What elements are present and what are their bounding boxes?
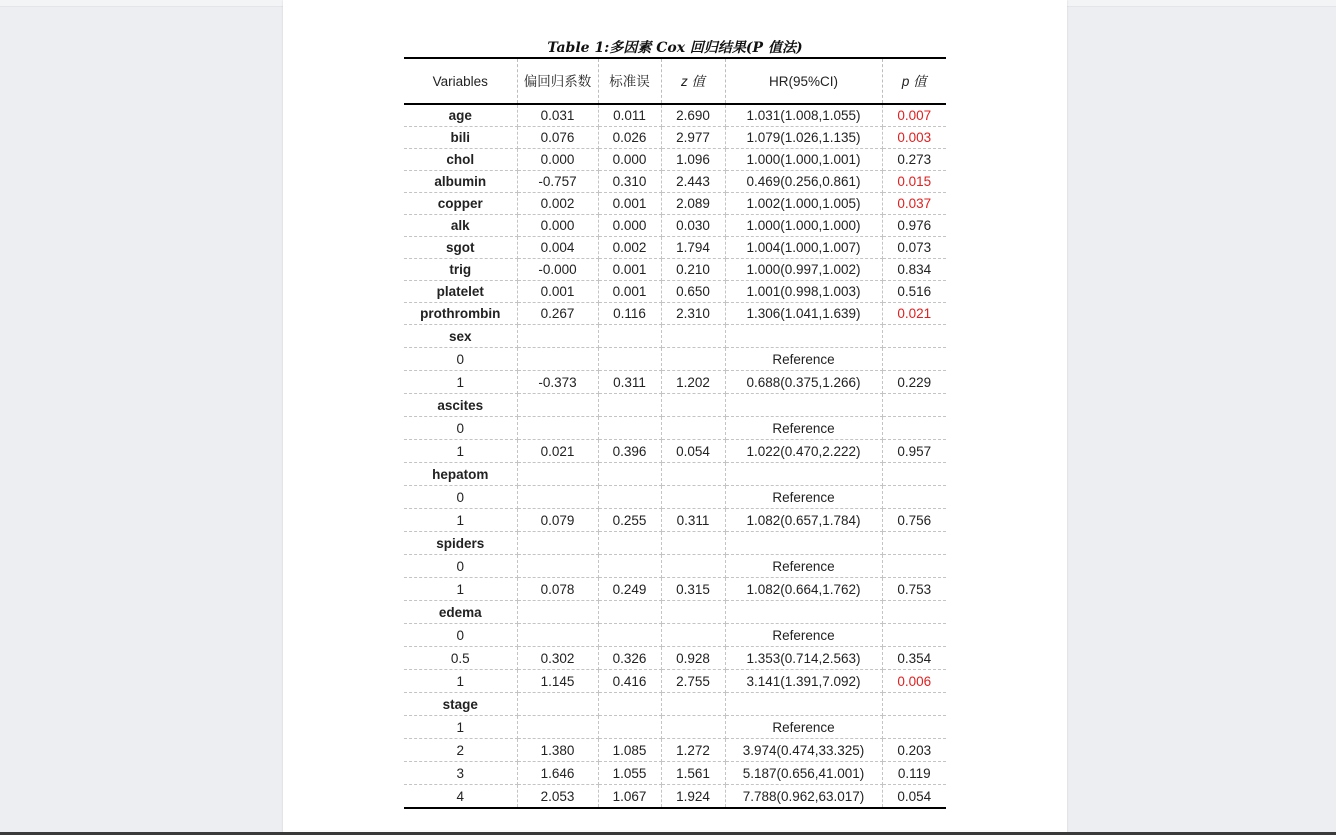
coefficient-cell: -0.373 [517, 371, 598, 394]
standard-error-cell: 0.011 [598, 104, 661, 127]
empty-cell [725, 463, 882, 486]
table-row [404, 371, 946, 394]
z-value-cell: 0.054 [661, 440, 725, 463]
z-value-cell: 2.690 [661, 104, 725, 127]
hazard-ratio-cell: 1.082(0.657,1.784) [725, 509, 882, 532]
hazard-ratio-cell: 0.688(0.375,1.266) [725, 371, 882, 394]
empty-cell [598, 394, 661, 417]
z-value-cell: 2.310 [661, 303, 725, 325]
empty-cell [882, 325, 946, 348]
p-value-cell: 0.976 [882, 215, 946, 237]
reference-cell: Reference [725, 417, 882, 440]
hazard-ratio-cell: 1.031(1.008,1.055) [725, 104, 882, 127]
empty-cell [517, 716, 598, 739]
hazard-ratio-cell: 1.022(0.470,2.222) [725, 440, 882, 463]
z-value-cell: 0.030 [661, 215, 725, 237]
empty-cell [517, 555, 598, 578]
hazard-ratio-cell: 0.469(0.256,0.861) [725, 171, 882, 193]
p-value-cell: 0.516 [882, 281, 946, 303]
p-value-cell: 0.037 [882, 193, 946, 215]
variable-group-label: spiders [404, 532, 517, 555]
empty-cell [517, 417, 598, 440]
reference-cell: Reference [725, 716, 882, 739]
level-label: 0 [404, 555, 517, 578]
reference-cell: Reference [725, 555, 882, 578]
table-row [404, 259, 946, 281]
p-value-cell: 0.006 [882, 670, 946, 693]
empty-cell [598, 325, 661, 348]
table-row [404, 281, 946, 303]
standard-error-cell: 0.000 [598, 149, 661, 171]
empty-cell [598, 417, 661, 440]
level-label: 1 [404, 716, 517, 739]
level-label: 0 [404, 624, 517, 647]
standard-error-cell: 0.416 [598, 670, 661, 693]
variable-label: chol [404, 149, 517, 171]
standard-error-cell: 0.001 [598, 281, 661, 303]
empty-cell [661, 555, 725, 578]
empty-cell [598, 601, 661, 624]
p-value-cell: 0.756 [882, 509, 946, 532]
header-hazard-ratio: HR(95%CI) [725, 58, 882, 104]
variable-label: age [404, 104, 517, 127]
empty-cell [598, 624, 661, 647]
table-row [404, 127, 946, 149]
z-value-cell: 2.977 [661, 127, 725, 149]
standard-error-cell: 0.001 [598, 193, 661, 215]
table-row [404, 149, 946, 171]
empty-cell [661, 601, 725, 624]
empty-cell [725, 325, 882, 348]
table-row [404, 762, 946, 785]
standard-error-cell: 0.249 [598, 578, 661, 601]
coefficient-cell: 0.267 [517, 303, 598, 325]
coefficient-cell: 2.053 [517, 785, 598, 809]
table-caption: Table 1:多因素 Cox 回归结果(P 值法) [547, 40, 803, 56]
empty-cell [882, 716, 946, 739]
empty-cell [882, 693, 946, 716]
coefficient-cell: 0.002 [517, 193, 598, 215]
p-value-cell: 0.015 [882, 171, 946, 193]
table-row [404, 716, 946, 739]
p-value-cell: 0.073 [882, 237, 946, 259]
p-value-cell: 0.957 [882, 440, 946, 463]
header-standard-error: 标准误 [598, 58, 661, 104]
coefficient-cell: 0.076 [517, 127, 598, 149]
empty-cell [661, 348, 725, 371]
header-coefficient: 偏回归系数 [517, 58, 598, 104]
level-label: 3 [404, 762, 517, 785]
level-label: 1 [404, 509, 517, 532]
table-body [404, 104, 946, 808]
table-row [404, 739, 946, 762]
table-row [404, 578, 946, 601]
table-row [404, 193, 946, 215]
empty-cell [598, 348, 661, 371]
empty-cell [598, 716, 661, 739]
reference-cell: Reference [725, 348, 882, 371]
empty-cell [661, 325, 725, 348]
p-value-cell: 0.273 [882, 149, 946, 171]
table-row [404, 237, 946, 259]
level-label: 0 [404, 486, 517, 509]
variable-group-label: sex [404, 325, 517, 348]
standard-error-cell: 0.002 [598, 237, 661, 259]
standard-error-cell: 1.055 [598, 762, 661, 785]
table-row [404, 532, 946, 555]
empty-cell [725, 601, 882, 624]
empty-cell [598, 555, 661, 578]
empty-cell [598, 693, 661, 716]
level-label: 1 [404, 440, 517, 463]
standard-error-cell: 0.000 [598, 215, 661, 237]
table-row [404, 647, 946, 670]
z-value-cell: 0.928 [661, 647, 725, 670]
level-label: 0 [404, 417, 517, 440]
empty-cell [661, 463, 725, 486]
hazard-ratio-cell: 1.000(1.000,1.001) [725, 149, 882, 171]
empty-cell [598, 463, 661, 486]
table-row [404, 624, 946, 647]
coefficient-cell: 0.078 [517, 578, 598, 601]
empty-cell [882, 532, 946, 555]
p-value-cell: 0.354 [882, 647, 946, 670]
z-value-cell: 1.794 [661, 237, 725, 259]
empty-cell [661, 486, 725, 509]
header-z-value: z 值 [661, 58, 725, 104]
hazard-ratio-cell: 5.187(0.656,41.001) [725, 762, 882, 785]
table-row [404, 417, 946, 440]
variable-group-label: hepatom [404, 463, 517, 486]
z-value-cell: 0.311 [661, 509, 725, 532]
variable-group-label: ascites [404, 394, 517, 417]
p-value-cell: 0.003 [882, 127, 946, 149]
variable-label: copper [404, 193, 517, 215]
empty-cell [882, 486, 946, 509]
z-value-cell: 2.443 [661, 171, 725, 193]
table-row [404, 555, 946, 578]
coefficient-cell: 1.646 [517, 762, 598, 785]
standard-error-cell: 0.026 [598, 127, 661, 149]
empty-cell [661, 417, 725, 440]
p-value-cell: 0.007 [882, 104, 946, 127]
standard-error-cell: 0.311 [598, 371, 661, 394]
coefficient-cell: 0.001 [517, 281, 598, 303]
standard-error-cell: 1.067 [598, 785, 661, 809]
standard-error-cell: 0.001 [598, 259, 661, 281]
p-value-cell: 0.753 [882, 578, 946, 601]
z-value-cell: 1.096 [661, 149, 725, 171]
level-label: 1 [404, 371, 517, 394]
empty-cell [725, 394, 882, 417]
empty-cell [517, 463, 598, 486]
standard-error-cell: 0.326 [598, 647, 661, 670]
empty-cell [725, 532, 882, 555]
table-row [404, 486, 946, 509]
hazard-ratio-cell: 3.141(1.391,7.092) [725, 670, 882, 693]
coefficient-cell: 0.079 [517, 509, 598, 532]
table-row [404, 440, 946, 463]
level-label: 0.5 [404, 647, 517, 670]
z-value-cell: 1.561 [661, 762, 725, 785]
coefficient-cell: 1.380 [517, 739, 598, 762]
variable-label: prothrombin [404, 303, 517, 325]
hazard-ratio-cell: 3.974(0.474,33.325) [725, 739, 882, 762]
table-row [404, 325, 946, 348]
table-row [404, 215, 946, 237]
empty-cell [661, 394, 725, 417]
z-value-cell: 0.210 [661, 259, 725, 281]
empty-cell [882, 394, 946, 417]
variable-group-label: edema [404, 601, 517, 624]
variable-label: platelet [404, 281, 517, 303]
standard-error-cell: 0.116 [598, 303, 661, 325]
standard-error-cell: 1.085 [598, 739, 661, 762]
coefficient-cell: 1.145 [517, 670, 598, 693]
empty-cell [517, 693, 598, 716]
variable-label: alk [404, 215, 517, 237]
table-row [404, 463, 946, 486]
p-value-cell: 0.203 [882, 739, 946, 762]
empty-cell [882, 463, 946, 486]
coefficient-cell: -0.000 [517, 259, 598, 281]
header-p-value: p 值 [882, 58, 946, 104]
level-label: 2 [404, 739, 517, 762]
level-label: 1 [404, 578, 517, 601]
empty-cell [882, 601, 946, 624]
coefficient-cell: 0.000 [517, 149, 598, 171]
table-row [404, 303, 946, 325]
empty-cell [882, 555, 946, 578]
variable-label: sgot [404, 237, 517, 259]
z-value-cell: 2.755 [661, 670, 725, 693]
table-header-row [404, 58, 946, 104]
empty-cell [517, 532, 598, 555]
table-row [404, 785, 946, 809]
coefficient-cell: 0.000 [517, 215, 598, 237]
empty-cell [517, 624, 598, 647]
variable-label: bili [404, 127, 517, 149]
z-value-cell: 1.202 [661, 371, 725, 394]
hazard-ratio-cell: 1.004(1.000,1.007) [725, 237, 882, 259]
standard-error-cell: 0.310 [598, 171, 661, 193]
hazard-ratio-cell: 1.306(1.041,1.639) [725, 303, 882, 325]
empty-cell [882, 417, 946, 440]
empty-cell [661, 693, 725, 716]
empty-cell [517, 394, 598, 417]
p-value-cell: 0.834 [882, 259, 946, 281]
table-row [404, 171, 946, 193]
z-value-cell: 2.089 [661, 193, 725, 215]
table-row [404, 348, 946, 371]
reference-cell: Reference [725, 624, 882, 647]
hazard-ratio-cell: 1.000(1.000,1.000) [725, 215, 882, 237]
empty-cell [598, 532, 661, 555]
hazard-ratio-cell: 1.002(1.000,1.005) [725, 193, 882, 215]
empty-cell [661, 716, 725, 739]
table-row [404, 509, 946, 532]
p-value-cell: 0.229 [882, 371, 946, 394]
empty-cell [598, 486, 661, 509]
header-variables: Variables [404, 58, 517, 104]
hazard-ratio-cell: 7.788(0.962,63.017) [725, 785, 882, 809]
table-row [404, 670, 946, 693]
coefficient-cell: 0.031 [517, 104, 598, 127]
empty-cell [882, 624, 946, 647]
table-row [404, 601, 946, 624]
level-label: 0 [404, 348, 517, 371]
z-value-cell: 0.315 [661, 578, 725, 601]
empty-cell [661, 532, 725, 555]
empty-cell [517, 325, 598, 348]
coefficient-cell: 0.302 [517, 647, 598, 670]
p-value-cell: 0.021 [882, 303, 946, 325]
z-value-cell: 0.650 [661, 281, 725, 303]
table-row [404, 693, 946, 716]
hazard-ratio-cell: 1.000(0.997,1.002) [725, 259, 882, 281]
empty-cell [661, 624, 725, 647]
standard-error-cell: 0.255 [598, 509, 661, 532]
standard-error-cell: 0.396 [598, 440, 661, 463]
coefficient-cell: -0.757 [517, 171, 598, 193]
cox-regression-table [404, 57, 946, 809]
variable-label: albumin [404, 171, 517, 193]
hazard-ratio-cell: 1.353(0.714,2.563) [725, 647, 882, 670]
table-row [404, 394, 946, 417]
level-label: 1 [404, 670, 517, 693]
empty-cell [517, 486, 598, 509]
variable-label: trig [404, 259, 517, 281]
table-row [404, 104, 946, 127]
p-value-cell: 0.119 [882, 762, 946, 785]
empty-cell [517, 348, 598, 371]
p-value-cell: 0.054 [882, 785, 946, 809]
empty-cell [882, 348, 946, 371]
z-value-cell: 1.924 [661, 785, 725, 809]
coefficient-cell: 0.021 [517, 440, 598, 463]
coefficient-cell: 0.004 [517, 237, 598, 259]
hazard-ratio-cell: 1.079(1.026,1.135) [725, 127, 882, 149]
reference-cell: Reference [725, 486, 882, 509]
empty-cell [517, 601, 598, 624]
variable-group-label: stage [404, 693, 517, 716]
z-value-cell: 1.272 [661, 739, 725, 762]
level-label: 4 [404, 785, 517, 809]
empty-cell [725, 693, 882, 716]
hazard-ratio-cell: 1.001(0.998,1.003) [725, 281, 882, 303]
hazard-ratio-cell: 1.082(0.664,1.762) [725, 578, 882, 601]
